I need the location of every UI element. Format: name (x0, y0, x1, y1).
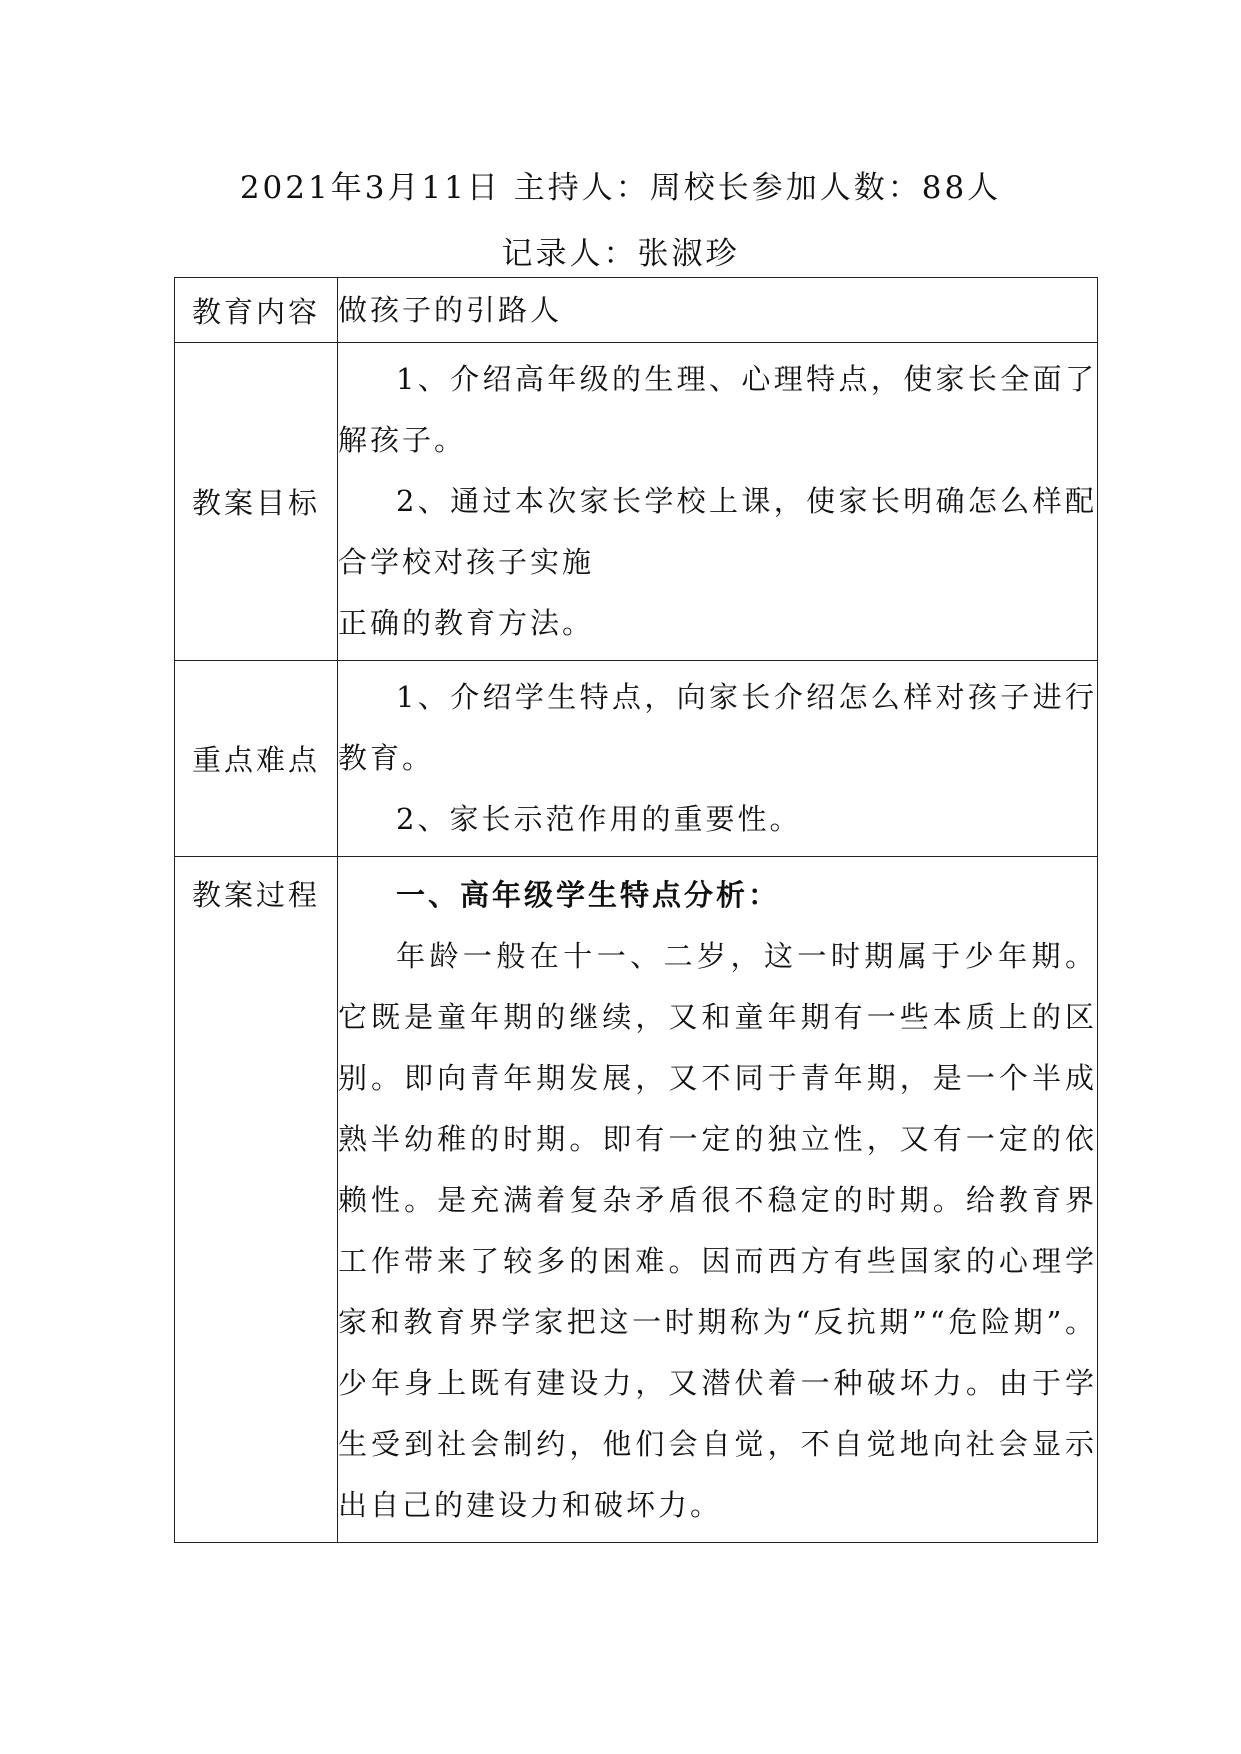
topic-value (338, 278, 1098, 343)
key-points-label: 重点难点 (175, 661, 338, 857)
topic-label: 教育内容 (175, 278, 338, 343)
key-points-paragraph-2: 2、家长示范作用的重要性。 (396, 802, 802, 836)
table-row-topic (175, 278, 1098, 343)
table-row-process (175, 857, 1098, 1543)
lesson-plan-table (174, 277, 1098, 1543)
header-recorder: 记录人：张淑珍 (501, 236, 740, 272)
goals-paragraph-3: 正确的教育方法。 (338, 606, 595, 640)
key-points-paragraph-1: 1、介绍学生特点，向家长介绍怎么样对孩子进行教育。 (338, 680, 1097, 775)
topic-text: 做孩子的引路人 (338, 292, 563, 327)
goals-paragraph-2: 2、通过本次家长学校上课，使家长明确怎么样配合学校对孩子实施 (338, 484, 1097, 579)
process-body: 年龄一般在十一、二岁，这一时期属于少年期。它既是童年期的继续，又和童年期有一些本质上的区别。即向青年期发展，又不同于青年期，是一个半成熟半幼稚的时期。即有一定的独立性，又有一定的依赖性。是充满着复杂矛盾很不稳定的时期。给教育界工作带来了较多的困难。因而西方有些国家的心理学家和教育界学家把这一时期称为“反抗期”“危险期”。少年身上既有建设力，又潜伏着一种破坏力。由于学生受到社会制约，他们会自觉，不自觉地向社会显示出自己的建设力和破坏力。 (338, 939, 1097, 1522)
header-date-host-attendance: 2021年3月11日 主持人：周校长参加人数：88人 (239, 170, 1002, 206)
table-row-goals (175, 343, 1098, 661)
goals-paragraph-1: 1、介绍高年级的生理、心理特点，使家长全面了解孩子。 (338, 362, 1097, 457)
process-heading: 一、高年级学生特点分析： (396, 878, 781, 912)
goals-label: 教案目标 (175, 343, 338, 661)
process-label: 教案过程 (175, 857, 338, 1543)
process-content (338, 857, 1098, 1543)
table-row-key-points (175, 661, 1098, 857)
goals-content (338, 343, 1098, 661)
key-points-content (338, 661, 1098, 857)
